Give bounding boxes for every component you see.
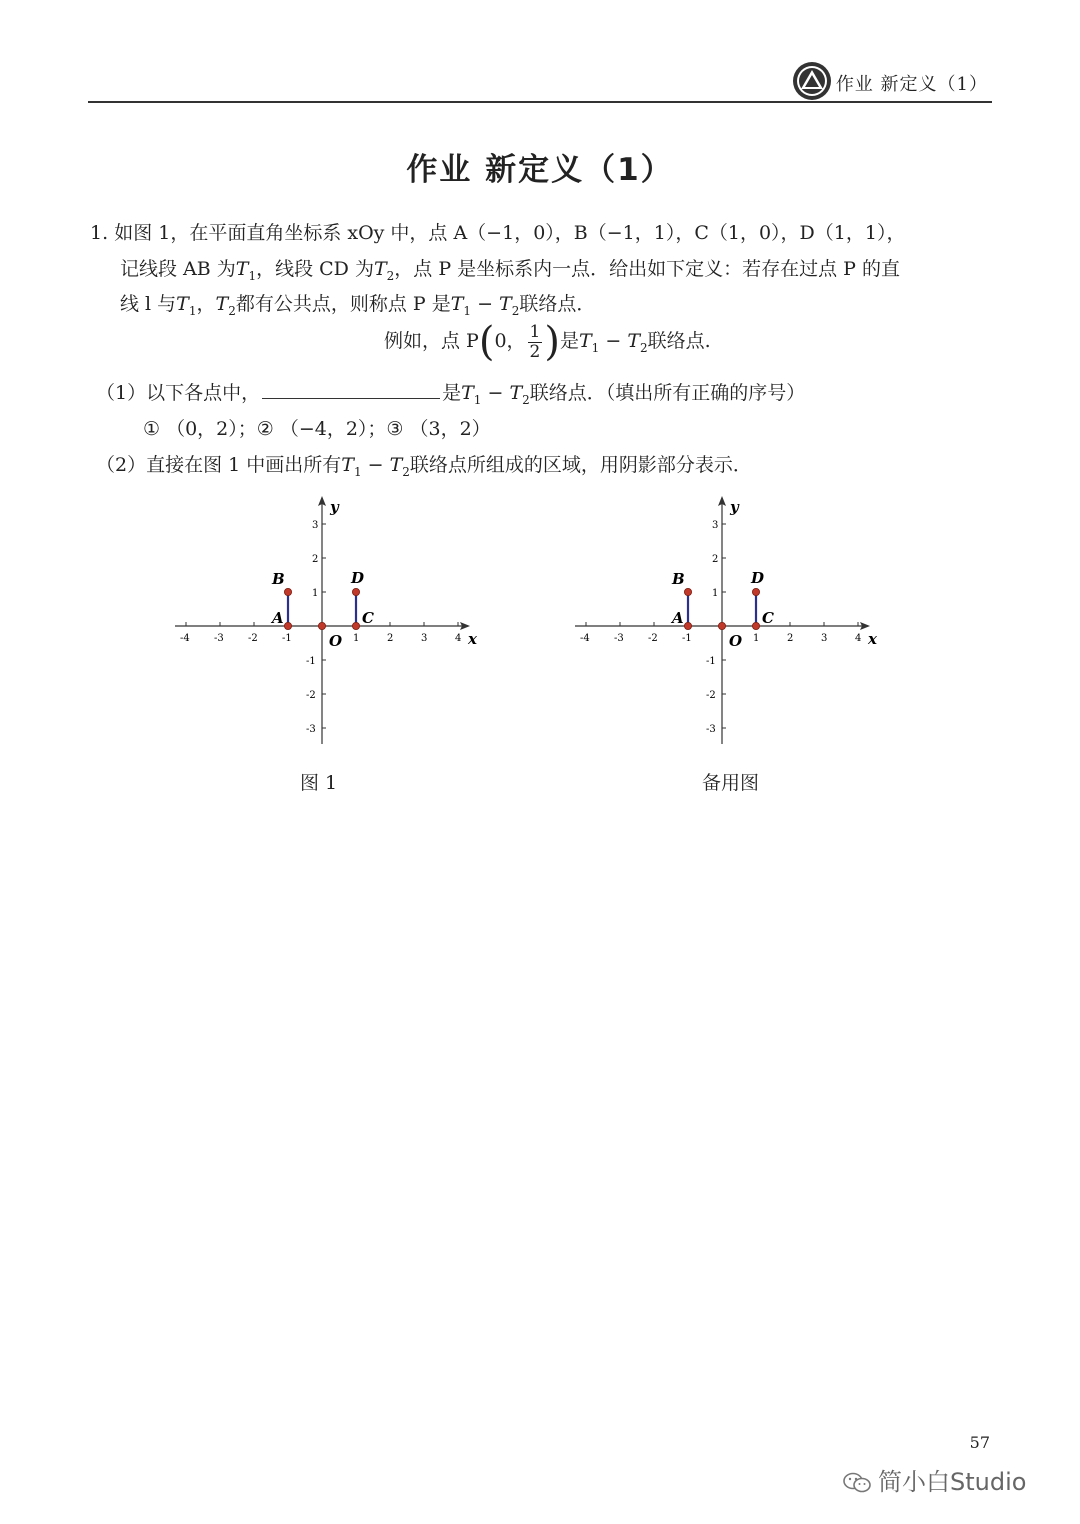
minus: − bbox=[471, 293, 500, 315]
sub: 1 bbox=[353, 464, 362, 479]
page-title: 作业 新定义（1） bbox=[406, 152, 674, 188]
point-label-A: A bbox=[272, 609, 284, 627]
sub: 1 bbox=[473, 392, 482, 407]
point-label-B: B bbox=[272, 570, 285, 588]
text-seg: （1）以下各点中， bbox=[96, 382, 261, 404]
y-tick-label: 3 bbox=[712, 520, 719, 531]
point-C bbox=[352, 622, 359, 629]
sub: 2 bbox=[228, 303, 236, 318]
point-D bbox=[752, 588, 759, 595]
running-header: 作业 新定义（1） bbox=[835, 74, 988, 95]
figure-1-caption: 图 1 bbox=[300, 772, 338, 794]
x-tick-label: -1 bbox=[282, 633, 292, 644]
watermark bbox=[842, 1462, 1026, 1497]
text-seg: 线 l 与 bbox=[120, 293, 177, 315]
text-seg: 例如，点 P bbox=[384, 330, 479, 352]
text-seg: ，线段 CD 为 bbox=[256, 258, 374, 280]
x-tick-label: -2 bbox=[248, 633, 258, 644]
x-tick-label: 4 bbox=[855, 633, 862, 644]
options-line: ① （0，2）；② （−4，2）；③ （3，2） bbox=[143, 418, 491, 440]
problem-line-1 bbox=[90, 218, 905, 245]
left-paren: ( bbox=[478, 319, 495, 365]
school-logo-icon bbox=[792, 61, 832, 101]
point-label-D: D bbox=[351, 569, 365, 587]
y-tick-label: 1 bbox=[312, 588, 319, 599]
sub: 2 bbox=[386, 268, 395, 283]
y-tick-label: -1 bbox=[306, 656, 316, 667]
text-seg: ，点 P 是坐标系内一点．给出如下定义：若存在过点 P 的直 bbox=[394, 258, 901, 280]
problem-line-2 bbox=[120, 254, 900, 283]
y-tick-label: 3 bbox=[312, 520, 319, 531]
sub: 2 bbox=[640, 340, 648, 355]
point-A bbox=[284, 622, 291, 629]
var-T: T bbox=[450, 293, 464, 315]
text-seg: 联络点. bbox=[647, 330, 711, 352]
origin-label: O bbox=[329, 632, 343, 650]
sub: 2 bbox=[522, 392, 530, 407]
point-O bbox=[718, 622, 725, 629]
minus: − bbox=[361, 454, 390, 476]
sub: 1 bbox=[591, 340, 600, 355]
sub: 2 bbox=[402, 464, 410, 479]
x-tick-label: 3 bbox=[821, 633, 828, 644]
answer-blank[interactable] bbox=[262, 384, 440, 399]
var-T: T bbox=[627, 330, 640, 352]
point-B bbox=[284, 588, 291, 595]
var-T: T bbox=[509, 382, 523, 404]
x-tick-label: 2 bbox=[387, 633, 394, 644]
var-T: T bbox=[215, 293, 229, 315]
x-tick-label: -1 bbox=[682, 633, 692, 644]
text-seg: 是 bbox=[442, 382, 462, 404]
point-C bbox=[752, 622, 759, 629]
var-T: T bbox=[461, 382, 474, 404]
point-D bbox=[352, 588, 359, 595]
point-O bbox=[318, 622, 325, 629]
var-T: T bbox=[373, 258, 387, 280]
sub: 1 bbox=[463, 303, 472, 318]
x-tick-label: -4 bbox=[180, 633, 190, 644]
minus: − bbox=[599, 330, 628, 352]
text-seg: ， bbox=[196, 293, 216, 315]
header-rule bbox=[88, 101, 992, 103]
y-tick-label: -1 bbox=[706, 656, 716, 667]
x-tick-label: 1 bbox=[353, 633, 360, 644]
part1-line bbox=[96, 378, 805, 407]
coordinate-figure-spare bbox=[570, 492, 890, 752]
x-tick-label: 4 bbox=[455, 633, 462, 644]
example-line bbox=[384, 319, 711, 365]
point-label-A: A bbox=[672, 609, 684, 627]
var-T: T bbox=[176, 293, 189, 315]
y-tick-label: -3 bbox=[306, 724, 316, 735]
origin-label: O bbox=[729, 632, 743, 650]
y-tick-label: 2 bbox=[712, 554, 719, 565]
sub: 1 bbox=[188, 303, 197, 318]
x-tick-label: -3 bbox=[614, 633, 624, 644]
sub: 2 bbox=[511, 303, 520, 318]
frac-num: 1 bbox=[529, 321, 541, 342]
wechat-icon bbox=[842, 1471, 872, 1495]
sub: 1 bbox=[248, 268, 257, 283]
point-B bbox=[684, 588, 691, 595]
y-axis-label: y bbox=[730, 498, 739, 516]
x-axis-label: x bbox=[868, 630, 877, 648]
x-tick-label: 2 bbox=[787, 633, 794, 644]
point-label-C: C bbox=[762, 609, 774, 627]
point-label-D: D bbox=[751, 569, 765, 587]
coordinate-figure-1 bbox=[170, 492, 490, 752]
point-label-B: B bbox=[672, 570, 685, 588]
problem-line-3 bbox=[120, 289, 595, 318]
spare-figure-caption: 备用图 bbox=[702, 772, 760, 794]
point-label-C: C bbox=[362, 609, 374, 627]
y-tick-label: -2 bbox=[306, 690, 316, 701]
point-A bbox=[684, 622, 691, 629]
page-number: 57 bbox=[969, 1433, 990, 1452]
y-tick-label: 2 bbox=[312, 554, 319, 565]
text-seg: 记线段 AB 为 bbox=[120, 258, 236, 280]
right-paren: ) bbox=[544, 319, 560, 365]
x-tick-label: 1 bbox=[753, 633, 760, 644]
y-tick-label: -3 bbox=[706, 724, 716, 735]
frac-den: 2 bbox=[529, 341, 541, 362]
var-T: T bbox=[578, 330, 592, 352]
problem-text-1: 如图 1，在平面直角坐标系 xOy 中，点 A（−1，0），B（−1，1），C（1，0），D（1，1）， bbox=[114, 222, 906, 244]
y-tick-label: 1 bbox=[712, 588, 719, 599]
x-tick-label: 3 bbox=[421, 633, 428, 644]
minus: − bbox=[481, 382, 510, 404]
x-axis-label: x bbox=[468, 630, 477, 648]
var-T: T bbox=[341, 454, 354, 476]
watermark-text: 简小白Studio bbox=[878, 1468, 1027, 1496]
part2-line bbox=[96, 450, 752, 479]
var-T: T bbox=[389, 454, 403, 476]
text-seg: 都有公共点，则称点 P 是 bbox=[235, 293, 451, 315]
var-T: T bbox=[499, 293, 512, 315]
text-seg: 联络点．（填出所有正确的序号） bbox=[529, 382, 806, 404]
text-seg: （2）直接在图 1 中画出所有 bbox=[96, 454, 342, 476]
x-tick-label: -2 bbox=[648, 633, 658, 644]
y-axis-label: y bbox=[330, 498, 339, 516]
y-tick-label: -2 bbox=[706, 690, 716, 701]
x-tick-label: -4 bbox=[580, 633, 590, 644]
text-seg: 是 bbox=[559, 330, 579, 352]
text-seg: 联络点． bbox=[519, 293, 596, 315]
text-seg: 0， bbox=[494, 330, 526, 352]
problem-number: 1. bbox=[90, 222, 109, 244]
text-seg: 联络点所组成的区域，用阴影部分表示． bbox=[409, 454, 752, 476]
fraction-half bbox=[528, 323, 543, 362]
var-T: T bbox=[235, 258, 249, 280]
x-tick-label: -3 bbox=[214, 633, 224, 644]
